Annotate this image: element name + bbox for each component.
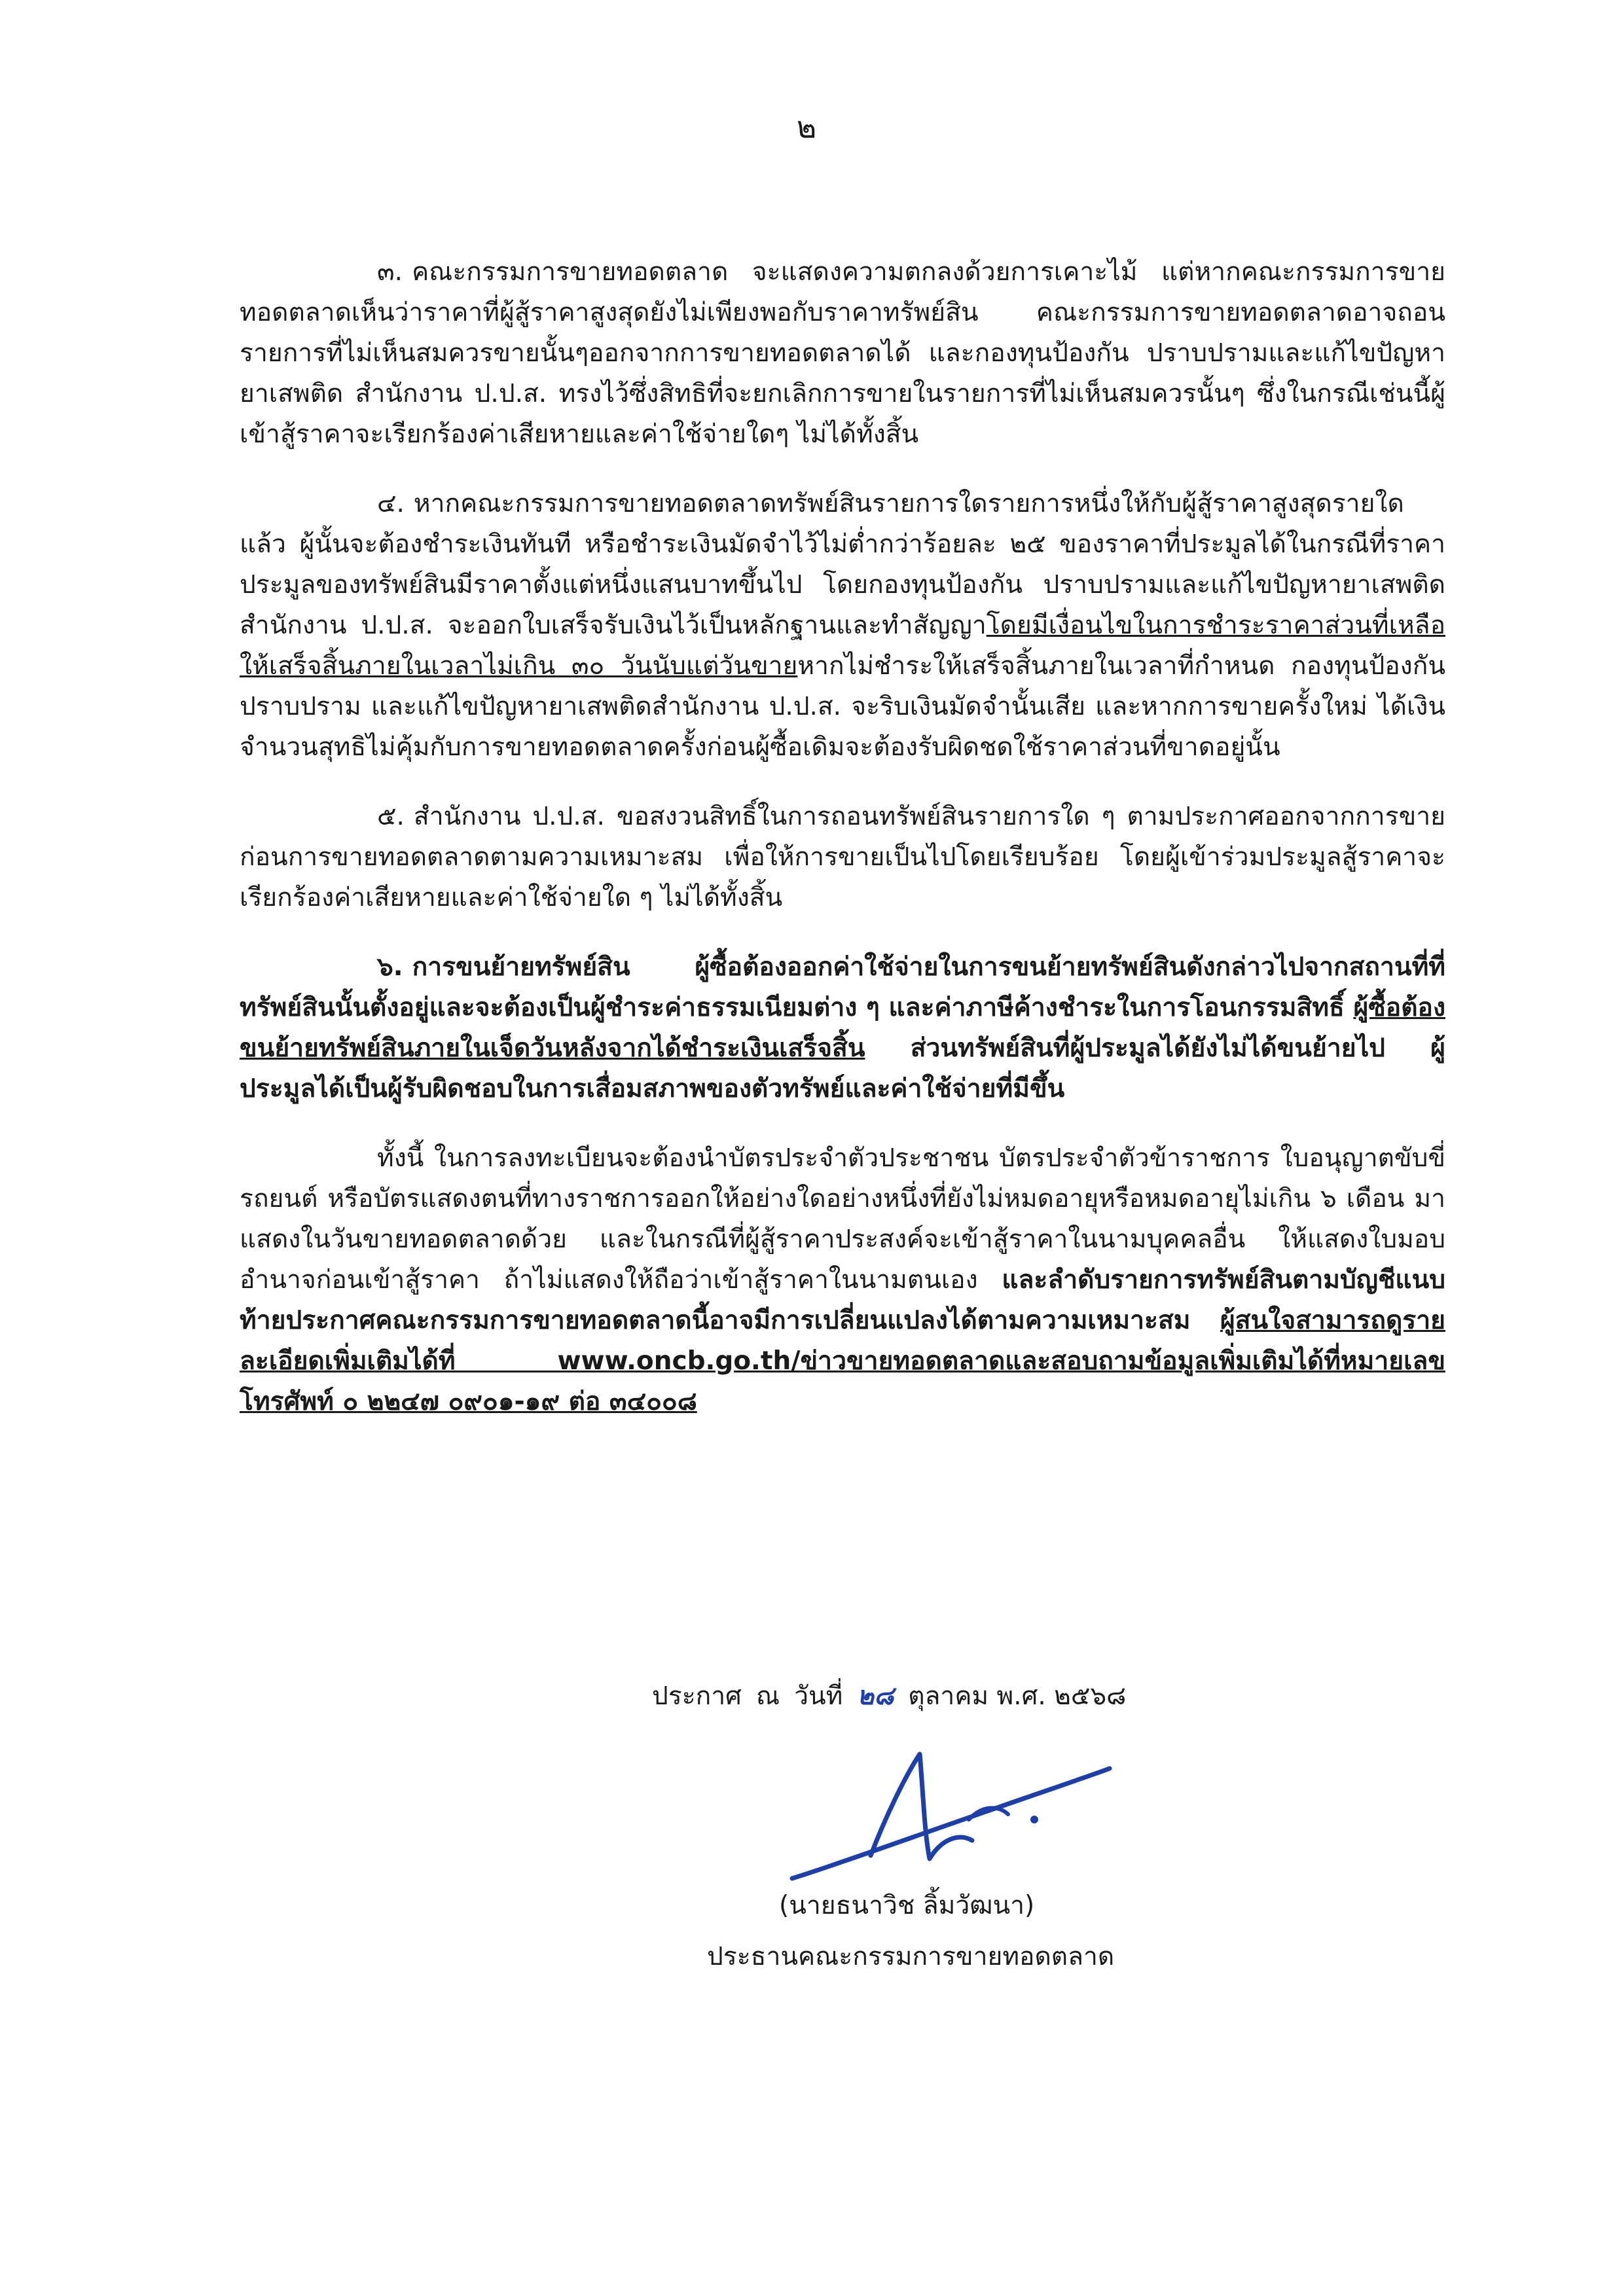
page-number: ๒	[796, 109, 817, 145]
paragraph-text: ส่วนทรัพย์สินที่ผู้ประมูลได้ยังไม่ได้ขนย้ายไป ผู้ประมูลได้เป็นผู้รับผิดชอบในการเสื่อมสภาพของตัวทรัพย์และค่าใช้จ่ายที่มีขึ้น	[240, 1033, 1445, 1103]
signer-name: (นายธนาวิช ลิ้มวัฒนา)	[779, 1891, 1035, 1920]
paragraph-text: หากไม่ชำระให้เสร็จสิ้นภายในเวลาที่กำหนด กองทุนป้องกัน ปราบปราม และแก้ไขปัญหายาเสพติดสำนักงาน ป.ป.ส. จะริบเงินมัดจำนั้นเสีย และหากการขายครั้งใหม่ ได้เงินจำนวนสุทธิไม่คุ้มกับการขายทอดตลาดครั้งก่อนผู้ซื้อเดิมจะต้องรับผิดชดใช้ราคาส่วนที่ขาดอยู่นั้น	[240, 651, 1445, 762]
paragraph-3	[240, 252, 1445, 455]
paragraph-text: คณะกรรมการขายทอดตลาด จะแสดงความตกลงด้วยการเคาะไม้ แต่หากคณะกรรมการขายทอดตลาดเห็นว่าราคาที่ผู้สู้ราคาสูงสุดยังไม่เพียงพอกับราคาทรัพย์สิน คณะกรรมการขายทอดตลาดอาจถอนรายการที่ไม่เห็นสมควรขายนั้นๆออกจากการขายทอดตลาดได้ และกองทุนป้องกัน ปราบปรามและแก้ไขปัญหายาเสพติด สำนักงาน ป.ป.ส. ทรงไว้ซึ่งสิทธิที่จะยกเลิกการขายในรายการที่ไม่เห็นสมควรนั้นๆ ซึ่งในกรณีเช่นนี้ผู้เข้าสู้ราคาจะเรียกร้องค่าเสียหายและค่าใช้จ่ายใดๆ ไม่ได้ทั้งสิ้น	[240, 257, 1445, 449]
paragraph-text: การขนย้ายทรัพย์สิน ผู้ซื้อต้องออกค่าใช้จ่ายในการขนย้ายทรัพย์สินดังกล่าวไปจากสถานที่ที่ทรัพย์สินนั้นตั้งอยู่และจะต้องเป็นผู้ชำระค่าธรรมเนียมต่าง ๆ และค่าภาษีค้างชำระในการโอนกรรมสิทธิ์	[240, 952, 1445, 1022]
handwritten-day: ๒๘	[857, 1681, 894, 1711]
paragraph-5	[240, 797, 1445, 918]
document-body	[240, 252, 1445, 1422]
registration-note	[240, 1138, 1445, 1422]
underlined-condition: ผู้ซื้อต้องขนย้ายทรัพย์สินภายในเจ็ดวันหลังจากได้ชำระเงินเสร็จสิ้น	[240, 993, 1446, 1063]
paragraph-number: ๓.	[377, 257, 403, 287]
paragraph-text: สำนักงาน ป.ป.ส. ขอสงวนสิทธิ์ในการถอนทรัพย์สินรายการใด ๆ ตามประกาศออกจากการขายก่อนการขายทอดตลาดตามความเหมาะสม เพื่อให้การขายเป็นไปโดยเรียบร้อย โดยผู้เข้าร่วมประมูลสู้ราคาจะเรียกร้องค่าเสียหายและค่าใช้จ่ายใด ๆ ไม่ได้ทั้งสิ้น	[240, 802, 1445, 912]
paragraph-6	[240, 947, 1445, 1109]
paragraph-4	[240, 484, 1445, 768]
announcement-date	[652, 1676, 1126, 1716]
date-prefix: ประกาศ	[652, 1681, 742, 1711]
signature	[772, 1728, 1113, 1905]
signer-title: ประธานคณะกรรมการขายทอดตลาด	[707, 1942, 1115, 1971]
date-at: ณ	[755, 1681, 780, 1711]
paragraph-number: ๔.	[377, 489, 405, 518]
date-month-year: ตุลาคม พ.ศ. ๒๕๖๘	[908, 1681, 1127, 1711]
note-bold-text: และลำดับรายการทรัพย์สินตามบัญชีแนบท้ายประกาศคณะกรรมการขายทอดตลาดนี้อาจมีการเปลี่ยนแปลงได้ตามความเหมาะสม	[240, 1265, 1445, 1335]
contact-info: ผู้สนใจสามารถดูรายละเอียดเพิ่มเติมได้ที่ www.oncb.go.th/ข่าวขายทอดตลาดและสอบถามข้อมูลเพิ่มเติมได้ที่หมายเลขโทรศัพท์ ๐ ๒๒๔๗ ๐๙๐๑-๑๙ ต่อ ๓๔๐๐๘	[240, 1306, 1445, 1416]
paragraph-number: ๖.	[377, 952, 403, 982]
underlined-condition: โดยมีเงื่อนไขในการชำระราคาส่วนที่เหลือให้เสร็จสิ้นภายในเวลาไม่เกิน ๓๐ วันนับแต่วันขาย	[240, 611, 1445, 681]
paragraph-number: ๕.	[377, 802, 405, 831]
date-day-label: วันที่	[794, 1681, 843, 1711]
note-text: ทั้งนี้ ในการลงทะเบียนจะต้องนำบัตรประจำตัวประชาชน บัตรประจำตัวข้าราชการ ใบอนุญาตขับขี่รถยนต์ หรือบัตรแสดงตนที่ทางราชการออกให้อย่างใดอย่างหนึ่งที่ยังไม่หมดอายุหรือหมดอายุไม่เกิน ๖ เดือน มาแสดงในวันขายทอดตลาดด้วย และในกรณีที่ผู้สู้ราคาประสงค์จะเข้าสู้ราคาในนามบุคคลอื่น ให้แสดงใบมอบอำนาจก่อนเข้าสู้ราคา ถ้าไม่แสดงให้ถือว่าเข้าสู้ราคาในนามตนเอง	[240, 1143, 1445, 1295]
paragraph-text: หากคณะกรรมการขายทอดตลาดทรัพย์สินรายการใดรายการหนึ่งให้กับผู้สู้ราคาสูงสุดรายใดแล้ว ผู้นั้นจะต้องชำระเงินทันที หรือชำระเงินมัดจำไว้ไม่ต่ำกว่าร้อยละ ๒๕ ของราคาที่ประมูลได้ในกรณีที่ราคาประมูลของทรัพย์สินมีราคาตั้งแต่หนึ่งแสนบาทขึ้นไป โดยกองทุนป้องกัน ปราบปรามและแก้ไขปัญหายาเสพติด สำนักงาน ป.ป.ส. จะออกใบเสร็จรับเงินไว้เป็นหลักฐานและทำสัญญา	[240, 489, 1445, 640]
